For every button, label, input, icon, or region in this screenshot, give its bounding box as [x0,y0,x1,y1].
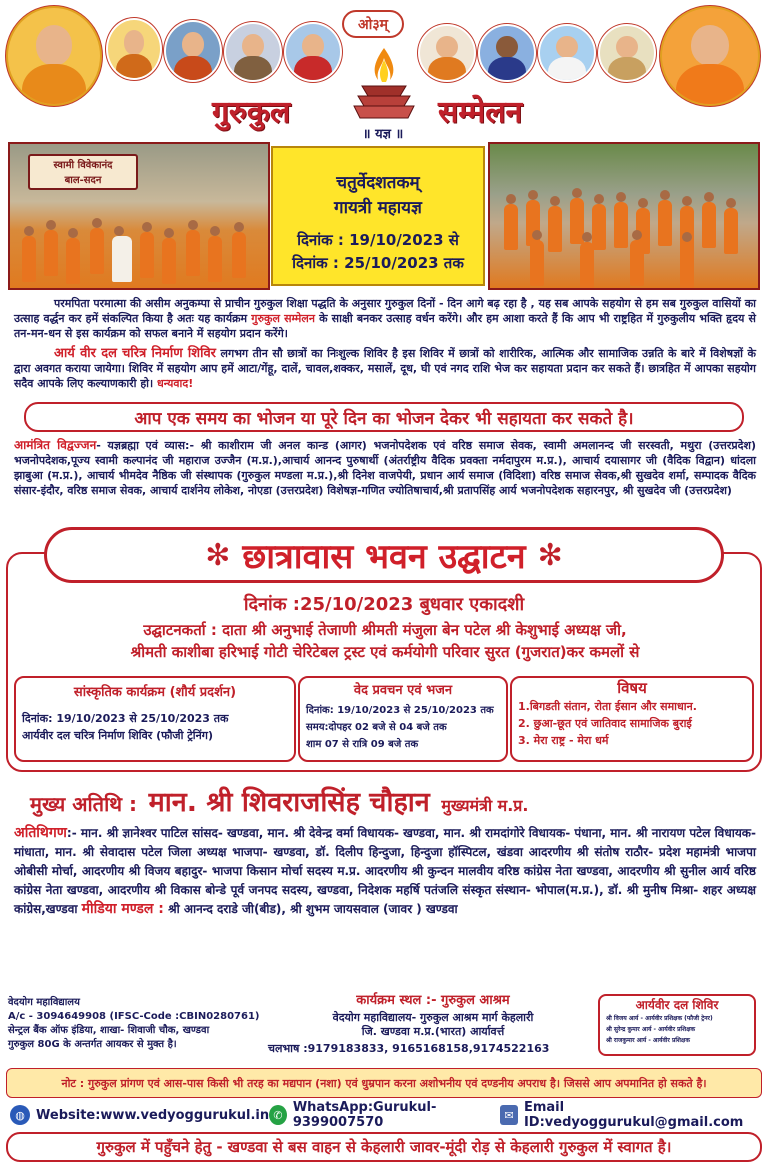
email-icon: ✉ [500,1105,518,1125]
inaugurator-line1: उद्घाटनकर्ता : दाता श्री अनुभाई तेजाणी श्रीमती मंजुला बेन पटेल श्री केशुभाई अध्यक्ष जी, [143,621,627,639]
yagya-subtitle: ॥ यज्ञ ॥ [362,127,404,142]
topic-item: 1.बिगडती संतान, रोता ईसान और समाधान. [518,700,697,713]
veda-discourse-head: वेद प्रवचन एवं भजन [353,683,453,698]
inaugurator-line2: श्रीमती काशीबा हरिभाई गोटी चेरिटेबल ट्रस्ट एवं कर्मयोगी परिवार सुरत (गुजरात)कर कमलों से [130,643,640,661]
arya-veer-camp-box: आर्यवीर दल शिविर श्री विजय आर्य - आर्यवीर प्रशिक्षक (फौजी ट्रेनर) श्री सुरेन्द्र कुमार आर्य - आर्यवीर प्रशिक्षक श्री राजकुमार आर्य - आर्यवीर प्रशिक्षक [598,994,756,1056]
yagya-name-line1: चतुर्वेदशतकम् [336,173,420,193]
whatsapp-contact[interactable] [269,1100,500,1130]
whatsapp-link[interactable]: WhatsApp:Gurukul-9399007570 [292,1100,437,1130]
veda-discourse-box: वेद प्रवचन एवं भजन दिनांक: 19/10/2023 से 25/10/2023 तक समय:दोपहर 02 बजे से 04 बजे तक शाम 07 से रात्रि 09 बजे तक [298,676,508,762]
camp-paragraph: आर्य वीर दल चरित्र निर्माण शिविर लगभग तीन सौ छात्रों का निःशुल्क शिविर है इस शिविर में छात्रों को शारीरिक, आत्मिक और सामाजिक उन्नति के बारे में विशेषज्ञों के द्वारा अवगत कराया जायेगा। शिविर में सहयोग आप हमें आटा/गेंहू, दालें, चावल,शक्कर, मसालें, दूध, घी एवं नगद राशि भेज कर सहायता प्रदान कर सकते हैं। छात्रहित में आपका सहयोग सदैव आपके लिए कल्याणकारी हो। धन्यवाद! [14,346,756,390]
hostel-title: छात्रावास भवन उद्घाटन [242,537,526,577]
website-contact[interactable] [10,1105,269,1125]
intro-paragraph: परमपिता परमात्मा की असीम अनुकम्पा से प्राचीन गुरुकुल शिक्षा पद्धति के अनुसार गुरुकुल दिनों - दिन आगे बढ़ रहा है , यह सब आपके सहयोग से हम सब गुरुकुल वासियों का उत्साह वर्द्धन कर हमें संकल्पित किया है अतः यह कार्यक्रम गुरुकुल सम्मेलन के साक्षी बनकर उत्साह वर्धन करेंगे। और हम आशा करते हैं कि आप भी राष्ट्रहित में गुरुकुलीय भक्ति हृदय से तन-मन-धन से इस कार्यक्रम को सफल बनाने में सहयोग प्रदान करेंगे। [14,297,756,340]
title-sammelan: सम्मेलन [438,95,523,130]
camp-title: आर्य वीर दल चरित्र निर्माण शिविर [54,346,216,361]
hostel-inauguration-banner [44,527,724,583]
thanks-text: धन्यवाद! [157,377,194,390]
contact-bar [0,1100,768,1130]
portrait-6 [418,24,476,82]
portrait-4 [224,22,282,82]
footer-directions: गुरुकुल में पहुँचने हेतु - खण्डवा से बस वाहन से केहलारी जावर-मूंदी रोड़ से केहलारी गुरुकुल में स्वागत है। [6,1132,762,1162]
topic-item: 2. छुआ-छूत एवं जातिवाद सामाजिक बुराई [518,717,692,730]
asterisk-icon: ✻ [205,537,231,573]
intro-highlight: गुरुकुल सम्मेलन [251,312,315,325]
chief-guest-label: मुख्य अतिथि : [30,792,138,816]
venue-head: कार्यक्रम स्थल :- गुरुकुल आश्रम [356,993,510,1008]
asterisk-icon: ✻ [537,537,563,573]
portrait-right-deity [660,6,760,106]
portrait-5 [284,22,342,82]
guests-label: अतिथिगण [14,825,67,841]
website-link[interactable]: Website:www.vedyoggurukul.in [36,1107,270,1123]
invited-label: आमंत्रित विद्वज्जन [14,438,97,452]
portrait-7 [478,24,536,82]
sign-board: स्वामी विवेकानंद बाल-सदन [28,154,138,190]
hostel-date: दिनांक :25/10/2023 बुधवार एकादशी [243,594,525,615]
photo-right-students [488,142,760,290]
header [0,0,768,142]
whatsapp-icon: ✆ [269,1105,287,1125]
cultural-program-head: सांस्कृतिक कार्यक्रम (शौर्य प्रदर्शन) [73,685,237,700]
topics-box [510,676,754,762]
portrait-2 [106,18,162,80]
yagya-start-date: दिनांक : 19/10/2023 से [297,231,459,249]
topics-head: विषय [617,679,647,697]
topic-item: 3. मेरा राष्ट्र - मेरा धर्म [518,734,609,747]
globe-icon: ◍ [10,1105,30,1125]
yagya-name-line2: गायत्री महायज्ञ [334,198,422,218]
title-gurukul: गुरुकुल [212,95,291,130]
warning-note: नोट : गुरुकुल प्रांगण एवं आस-पास किसी भी तरह का मद्यपान (नशा) एवं धुम्रपान करना अशोभनीय एवं दण्डनीय अपराध है। जिससे आप अपमानित हो सकते है। [6,1068,762,1098]
email-link[interactable]: Email ID:vedyoggurukul@gmail.com [523,1100,744,1130]
chief-guest-name: मान. श्री शिवराजसिंह चौहान [148,787,430,818]
portrait-9 [598,24,656,82]
photo-left-students [8,142,270,290]
invited-scholars: आमंत्रित विद्वज्जन- यज्ञब्रह्मा एवं व्यास:- श्री काशीराम जी अनल कान्ड (आगर) भजनोपदेशक एवं वरिष्ठ समाज सेवक, स्वामी अमलानन्द जी सरस्वती, मथुरा (उत्तरप्रदेश) भजनोपदेशक,पूज्य स्वामी कल्पानंद जी महाराज उज्जैन (म.प्र.),आचार्य आनन्द पुरुषार्थी (अंतर्राष्ट्रीय वैदिक प्रवक्ता नर्मदापुरम म.प्र.), आचार्य दयासागर जी (वैदिक विद्वान) धांदला झाबुआ (म.प्र.), आचार्य भीमदेव नैष्ठिक जी संस्थापक (गुरुकुल मण्डला म.प्र.),श्री दिनेश वाजपेयी, प्रधान आर्य समाज (विदिशा) वरिष्ठ समाज सेवक,श्री सुखदेव शर्मा, सम्पादक वैदिक संसार-इंदौर, वरिष्ठ समाज सेवक, आचार्य दार्शनेय लोकेश, नोएडा (उत्तरप्रदेश) विशेषज्ञ-गणित ज्योतिषाचार्य,श्री प्रतापसिंह आर्य भजनोपदेशक सहारनपुर, श्री सुखदेव जी (उत्तरप्रदेश) [14,438,756,497]
media-label: मीडिया मण्डल : [81,901,164,917]
guests-list: अतिथिगण:- मान. श्री ज्ञानेश्वर पाटिल सांसद- खण्डवा, मान. श्री देवेन्द्र वर्मा विधायक- खण्डवा, मान. श्री रामदांगोरे विधायक- पंधाना, मान. श्री नारायण पटेल विधायक-मांधाता, मान. श्री सेवादास पटेल जिला अध्यक्ष भाजपा- खण्डवा, डॉ. दिलीप हिन्दुजा, हिन्दुजा हॉस्पिटल, खंडवा आदरणीय श्री संतोष राठौर- प्रदेश महामंत्री भाजपा ओबीसी मोर्चा, आदरणीय श्री विजय बहादुर- भाजपा किसान मोर्चा सदस्य म.प्र. आदरणीय श्री कुन्दन मालवीय वरिष्ठ कांग्रेस नेता खण्डवा, आदरणीय श्री सुनील आर्य वरिष्ठ कांग्रेस नेता खण्डवा, आदरणीय श्री विकास बोन्डे पूर्व जनपद सदस्य, खण्डवा, निदेशक महर्षि पतंजलि संस्कृत संस्थान- भोपाल(म.प्र.), डॉ. श्री मुनीष मिश्रा- शहर अध्यक्ष कांग्रेस,खण्डवा मीडिया मण्डल : श्री आनन्द दराडे जी(बीड), श्री शुभम जायसवाल (जावर ) खण्डवा [14,825,756,917]
camp-box-head: आर्यवीर दल शिविर [635,998,719,1012]
yagya-info-box [271,146,485,286]
email-contact[interactable] [500,1100,758,1130]
venue-details: कार्यक्रम स्थल :- गुरुकुल आश्रम वेदयोग महाविद्यालय- गुरुकुल आश्रम मार्ग केहलारी जि. खण्डवा म.प्र.(भारत) आर्यावर्त्त चलभाष :9179183833, 9165168158,9174522163 [278,994,588,1056]
chief-guest [30,782,750,822]
portrait-left-deity [6,6,102,106]
phone-label: चलभाष : [268,1042,308,1055]
meal-donation-banner: आप एक समय का भोजन या पूरे दिन का भोजन देकर भी सहायता कर सकते है। [24,402,744,432]
portrait-8 [538,24,596,82]
phone-numbers[interactable]: 9179183833, 9165168158,9174522163 [307,1042,550,1055]
portrait-3 [164,20,222,82]
havan-kund-icon [352,44,416,122]
cultural-program-box: सांस्कृतिक कार्यक्रम (शौर्य प्रदर्शन) दिनांक: 19/10/2023 से 25/10/2023 तक आर्यवीर दल चरित्र निर्माण शिविर (फौजी ट्रेनिंग) [14,676,296,762]
om-badge: ओ३म् [342,10,404,38]
yagya-end-date: दिनांक : 25/10/2023 तक [292,254,464,272]
chief-guest-role: मुख्यमंत्री म.प्र. [441,796,529,815]
bank-details: वेदयोग महाविद्यालय A/c - 3094649908 (IFSC-Code :CBIN0280761) सेन्ट्रल बैंक ऑफ इंडिया, शाखा- शिवाजी चौक, खण्डवा गुरुकुल 80G के अन्तर्गत आयकर से मुक्त है। [8,997,260,1050]
